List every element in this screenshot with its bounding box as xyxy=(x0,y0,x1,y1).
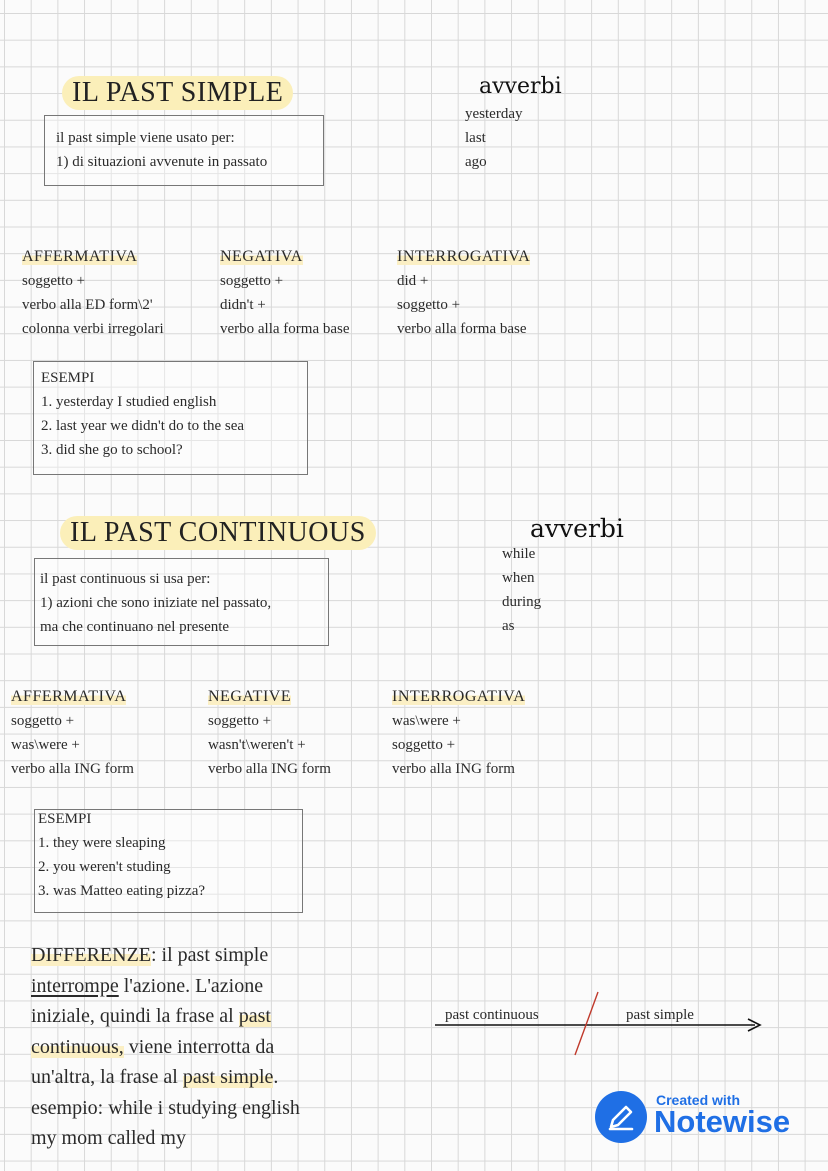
form-line: verbo alla forma base xyxy=(220,321,350,337)
adverb-item: as xyxy=(502,618,515,634)
esempio-line: 2. you weren't studing xyxy=(38,859,171,875)
adverb-item: while xyxy=(502,546,536,562)
text: un'altra, la frase al xyxy=(31,1066,183,1088)
form-line: soggetto + xyxy=(397,297,461,313)
interrompe-word: interrompe xyxy=(31,974,119,997)
text: l'azione. L'azione xyxy=(118,974,264,997)
ps-negativa-column xyxy=(220,245,350,341)
ps-affermativa-header: AFFERMATIVA xyxy=(22,248,138,265)
form-line: soggetto + xyxy=(22,273,86,289)
timeline-arrow xyxy=(430,985,770,1060)
past-simple-usage-box xyxy=(44,115,324,186)
adverb-item: yesterday xyxy=(465,106,523,122)
form-line: verbo alla ING form xyxy=(208,761,331,777)
ps-interrogativa-header: INTERROGATIVA xyxy=(397,248,531,265)
esempio-line: 3. did she go to school? xyxy=(41,442,183,458)
pc-esempi-box xyxy=(34,809,303,913)
form-line: wasn't\weren't + xyxy=(208,737,306,753)
form-line: verbo alla ED form\2' xyxy=(22,297,153,313)
timeline-diagram xyxy=(430,985,770,1060)
usage-line: 1) azioni che sono iniziate nel passato, xyxy=(40,595,272,611)
example-line: my mom called my xyxy=(31,1127,186,1149)
form-line: soggetto + xyxy=(392,737,456,753)
differenze-paragraph xyxy=(31,940,300,1154)
ps-interrogativa-column xyxy=(397,245,530,341)
adverb-item: when xyxy=(502,570,535,586)
usage-line: il past continuous si usa per: xyxy=(40,571,211,587)
pc-interrogativa-column xyxy=(392,685,525,781)
notewise-badge xyxy=(594,1090,804,1146)
badge-line2: Notewise xyxy=(654,1104,791,1139)
past-continuous-adverbs-title: avverbi xyxy=(530,514,624,543)
past-simple-title: IL PAST SIMPLE xyxy=(62,76,293,110)
past-simple-adverbs-title: avverbi xyxy=(479,74,562,99)
highlight: past simple xyxy=(182,1066,274,1088)
esempio-line: 2. last year we didn't do to the sea xyxy=(41,418,245,434)
adverb-item: ago xyxy=(465,154,487,170)
timeline-left-label: past continuous xyxy=(445,1007,539,1023)
ps-negativa-header: NEGATIVA xyxy=(220,248,303,265)
badge-line1: Created with xyxy=(656,1092,741,1108)
adverb-item: during xyxy=(502,594,542,610)
text: . xyxy=(273,1066,279,1088)
pc-negative-header: NEGATIVE xyxy=(208,688,292,705)
form-line: soggetto + xyxy=(208,713,272,729)
esempio-line: 1. they were sleaping xyxy=(38,835,166,851)
differenze-label: DIFFERENZE xyxy=(31,944,151,966)
form-line: soggetto + xyxy=(220,273,284,289)
esempi-header: ESEMPI xyxy=(38,811,92,827)
form-line: soggetto + xyxy=(11,713,75,729)
text: viene interrotta da xyxy=(123,1035,275,1058)
usage-line: ma che continuano nel presente xyxy=(40,619,230,635)
ps-affermativa-column xyxy=(22,245,164,341)
form-line: verbo alla ING form xyxy=(392,761,515,777)
pc-interrogativa-header: INTERROGATIVA xyxy=(392,688,526,705)
pc-negative-column xyxy=(208,685,331,781)
form-line: was\were + xyxy=(11,737,80,753)
timeline-right-label: past simple xyxy=(626,1007,694,1023)
esempi-header: ESEMPI xyxy=(41,370,95,386)
form-line: was\were + xyxy=(392,713,461,729)
form-line: verbo alla ING form xyxy=(11,761,134,777)
text: : il past simple xyxy=(151,944,269,966)
highlight: continuous, xyxy=(31,1035,124,1058)
form-line: didn't + xyxy=(220,297,266,313)
interruption-marker xyxy=(575,992,598,1055)
text: iniziale, quindi la frase al xyxy=(31,1005,239,1027)
pc-affermativa-header: AFFERMATIVA xyxy=(11,688,127,705)
example-line: esempio: while i studying english xyxy=(31,1096,300,1119)
highlight: past xyxy=(238,1005,271,1027)
esempio-line: 3. was Matteo eating pizza? xyxy=(38,883,206,899)
form-line: did + xyxy=(397,273,429,289)
pencil-icon xyxy=(594,1090,648,1144)
ps-esempi-box xyxy=(33,361,308,475)
form-line: verbo alla forma base xyxy=(397,321,527,337)
usage-line: 1) di situazioni avvenute in passato xyxy=(56,154,268,170)
pc-affermativa-column xyxy=(11,685,134,781)
esempio-line: 1. yesterday I studied english xyxy=(41,394,217,410)
past-continuous-title: IL PAST CONTINUOUS xyxy=(60,516,376,550)
past-continuous-usage-box xyxy=(34,558,329,646)
adverb-item: last xyxy=(465,130,486,146)
usage-line: il past simple viene usato per: xyxy=(56,130,235,146)
form-line: colonna verbi irregolari xyxy=(22,321,164,337)
